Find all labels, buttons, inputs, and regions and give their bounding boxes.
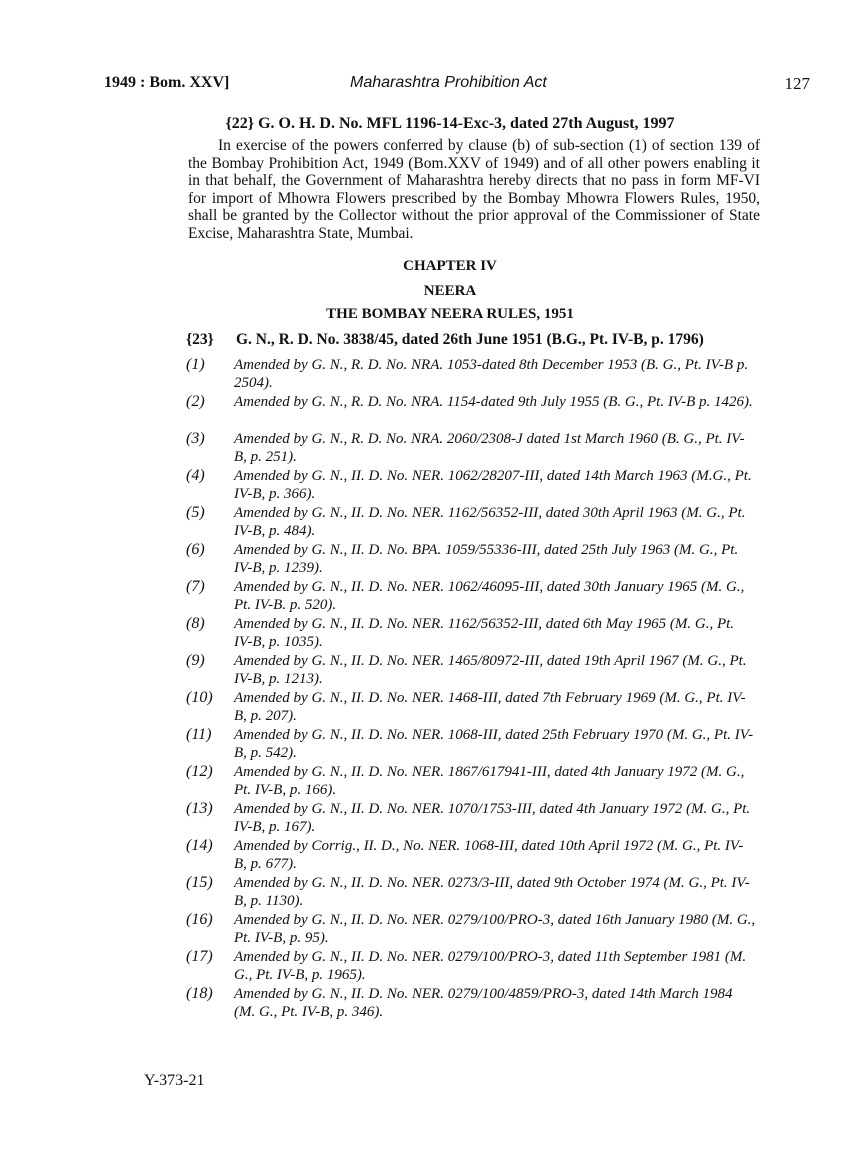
amendment-number: (13) <box>186 800 213 817</box>
amendment-text: Amended by G. N., R. D. No. NRA. 2060/2308-J dated 1st March 1960 (B. G., Pt. IV-B, p. 251). <box>234 431 745 465</box>
header-act-title: Maharashtra Prohibition Act <box>350 74 547 91</box>
amendment-item <box>186 985 766 1022</box>
amendment-item <box>186 800 766 837</box>
chapter-name: NEERA <box>423 283 477 299</box>
amendment-text: Amended by G. N., II. D. No. NER. 1468-III, dated 7th February 1969 (M. G., Pt. IV-B, p. 207). <box>234 690 746 724</box>
amendment-text: Amended by G. N., II. D. No. NER. 0279/100/4859/PRO-3, dated 14th March 1984 (M. G., Pt. IV-B, p. 346). <box>234 986 733 1020</box>
amendment-number: (2) <box>186 393 205 410</box>
amendment-text: Amended by G. N., R. D. No. NRA. 1154-dated 9th July 1955 (B. G., Pt. IV-B p. 1426). <box>234 394 753 410</box>
amendment-item <box>186 356 766 393</box>
amendment-item <box>186 689 766 726</box>
amendment-text: Amended by G. N., II. D. No. NER. 0279/100/PRO-3, dated 16th January 1980 (M. G., Pt. IV-B, p. 95). <box>234 912 756 946</box>
amendment-number: (9) <box>186 652 205 669</box>
amendment-item <box>186 467 766 504</box>
gn-number: {23} <box>186 331 214 348</box>
amendment-text: Amended by Corrig., II. D., No. NER. 1068-III, dated 10th April 1972 (M. G., Pt. IV-B, p. 677). <box>234 838 744 872</box>
amendment-item <box>186 837 766 874</box>
amendment-item <box>186 430 766 467</box>
amendment-number: (10) <box>186 689 213 706</box>
amendment-number: (3) <box>186 430 205 447</box>
amendment-text: Amended by G. N., II. D. No. NER. 1162/56352-III, dated 30th April 1963 (M. G., Pt. IV-B, p. 484). <box>234 505 746 539</box>
amendment-number: (14) <box>186 837 213 854</box>
amendment-text: Amended by G. N., II. D. No. NER. 1062/28207-III, dated 14th March 1963 (M.G., Pt. IV-B, p. 366). <box>234 468 752 502</box>
notification-paragraph: In exercise of the powers conferred by clause (b) of sub-section (1) of section 139 of the Bombay Prohibition Act, 1949 (Bom.XXV of 1949) and of all other powers enabling it in that behalf, the Government of Maharashtra hereby directs that no pass in form MF-VI for import of Mhowra Flowers prescribed by the Bombay Mhowra Flowers Rules, 1950, shall be granted by the Collector without the prior approval of the Commissioner of State Excise, Maharashtra State, Mumbai. <box>188 137 760 242</box>
running-header <box>104 74 810 96</box>
amendment-item <box>186 652 766 689</box>
amendment-text: Amended by G. N., II. D. No. NER. 1465/80972-III, dated 19th April 1967 (M. G., Pt. IV-B, p. 1213). <box>234 653 747 687</box>
amendment-item <box>186 726 766 763</box>
amendment-item <box>186 504 766 541</box>
amendment-item <box>186 615 766 652</box>
amendment-text: Amended by G. N., II. D. No. NER. 1062/46095-III, dated 30th January 1965 (M. G., Pt. IV-B. p. 520). <box>234 579 745 613</box>
amendment-item <box>186 948 766 985</box>
amendment-number: (8) <box>186 615 205 632</box>
amendment-item <box>186 541 766 578</box>
footer-code: Y-373-21 <box>144 1072 205 1089</box>
amendment-text: Amended by G. N., II. D. No. NER. 1068-III, dated 25th February 1970 (M. G., Pt. IV-B, p. 542). <box>234 727 754 761</box>
amendment-number: (17) <box>186 948 213 965</box>
notification-title: {22} G. O. H. D. No. MFL 1196-14-Exc-3, dated 27th August, 1997 <box>225 115 675 132</box>
amendment-number: (18) <box>186 985 213 1002</box>
rules-title: THE BOMBAY NEERA RULES, 1951 <box>326 306 574 322</box>
amendment-number: (4) <box>186 467 205 484</box>
header-act-reference: 1949 : Bom. XXV] <box>104 74 230 91</box>
amendment-item <box>186 578 766 615</box>
amendment-text: Amended by G. N., II. D. No. NER. 1162/56352-III, dated 6th May 1965 (M. G., Pt. IV-B, p. 1035). <box>234 616 735 650</box>
amendment-number: (11) <box>186 726 212 743</box>
amendment-text: Amended by G. N., R. D. No. NRA. 1053-dated 8th December 1953 (B. G., Pt. IV-B p. 2504). <box>234 357 749 391</box>
amendment-text: Amended by G. N., II. D. No. NER. 0273/3-III, dated 9th October 1974 (M. G., Pt. IV-B, p. 1130). <box>234 875 750 909</box>
amendment-number: (12) <box>186 763 213 780</box>
amendment-text: Amended by G. N., II. D. No. NER. 1070/1753-III, dated 4th January 1972 (M. G., Pt. IV-B, p. 167). <box>234 801 751 835</box>
amendment-number: (7) <box>186 578 205 595</box>
notification-body <box>188 137 760 242</box>
amendment-text: Amended by G. N., II. D. No. NER. 1867/617941-III, dated 4th January 1972 (M. G., Pt. IV-B, p. 166). <box>234 764 745 798</box>
amendment-item <box>186 874 766 911</box>
amendment-number: (5) <box>186 504 205 521</box>
amendment-item <box>186 911 766 948</box>
amendment-item <box>186 393 766 430</box>
amendment-number: (16) <box>186 911 213 928</box>
amendment-number: (1) <box>186 356 205 373</box>
amendment-item <box>186 763 766 800</box>
amendment-list <box>186 356 766 1022</box>
amendment-text: Amended by G. N., II. D. No. BPA. 1059/55336-III, dated 25th July 1963 (M. G., Pt. IV-B, p. 1239). <box>234 542 739 576</box>
amendment-number: (15) <box>186 874 213 891</box>
amendment-text: Amended by G. N., II. D. No. NER. 0279/100/PRO-3, dated 11th September 1981 (M. G., Pt. IV-B, p. 1965). <box>234 949 747 983</box>
gn-text: G. N., R. D. No. 3838/45, dated 26th June 1951 (B.G., Pt. IV-B, p. 1796) <box>236 331 704 348</box>
amendment-number: (6) <box>186 541 205 558</box>
chapter-number: CHAPTER IV <box>403 258 497 274</box>
page-number: 127 <box>784 74 810 93</box>
